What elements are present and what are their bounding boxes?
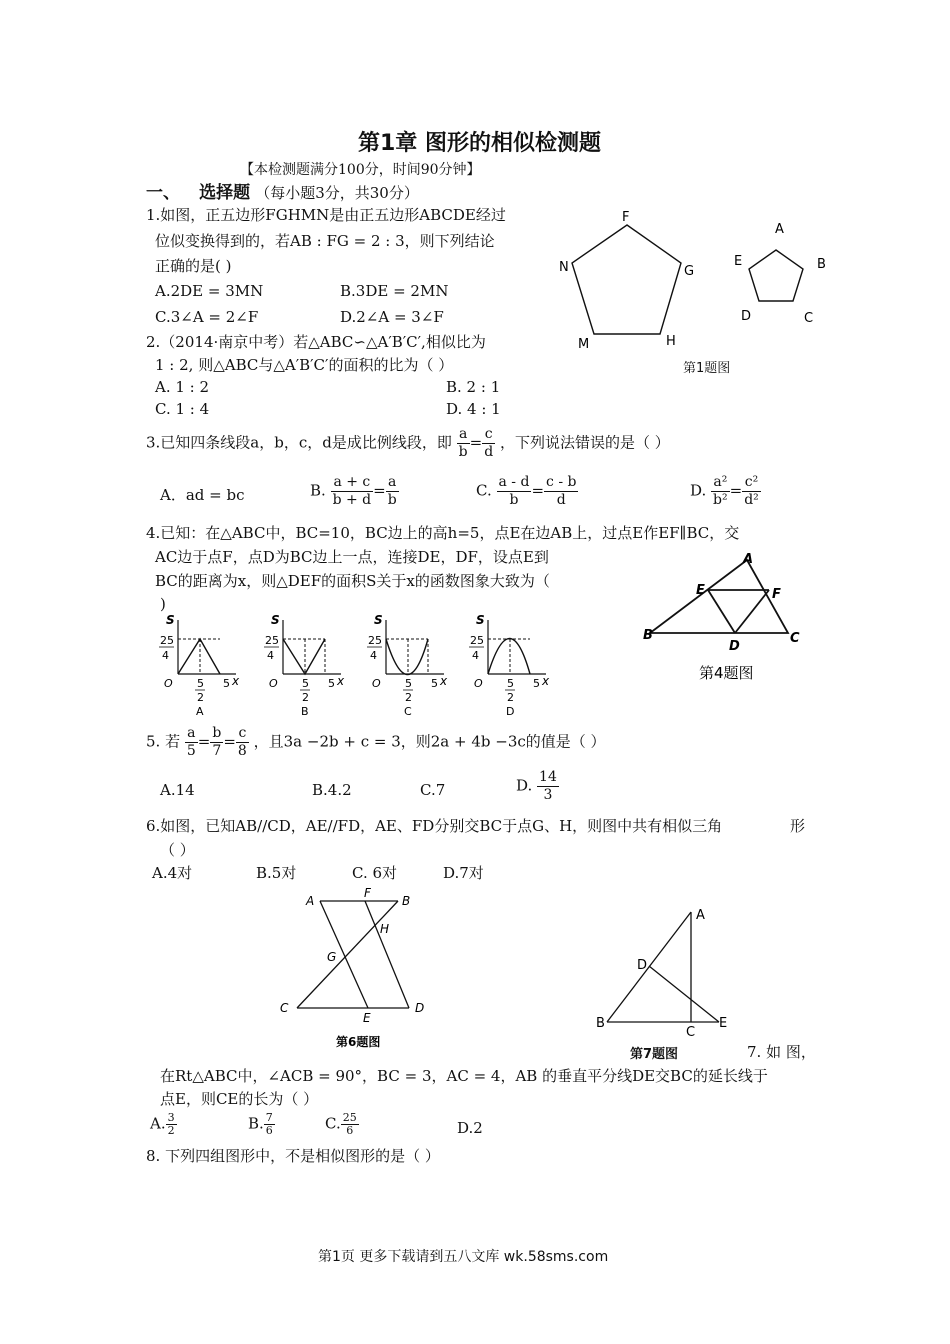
graph-label-s: S	[476, 613, 485, 627]
q3-option-c: C. $\frac{a - d}{b}$ = $\frac{c - b}{d}$	[476, 474, 577, 508]
graph-x-den: 2	[405, 691, 412, 704]
label-d: D	[637, 958, 648, 973]
section-note: （每小题3分，共30分）	[255, 184, 419, 202]
q3-stem: 3.已知四条线段a，b，c，d是成比例线段，即 $\frac{a}{b}$ = $\frac{c}{d}$ ，下列说法错误的是（ ）	[146, 426, 670, 460]
q6-figure	[272, 885, 442, 1055]
label-a: A	[775, 222, 784, 237]
q6-line1: 6.如图，已知AB//CD，AE//FD，AE、FD分别交BC于点G、H，则图中共有相似三角	[146, 817, 723, 835]
graph-x-num: 5	[302, 677, 309, 690]
graph-option-label: B	[301, 705, 309, 718]
graph-label-o: O	[164, 677, 173, 690]
graph-option-label: C	[404, 705, 412, 718]
q1-option-c: C.3∠A = 2∠F	[155, 308, 259, 326]
q3-option-a: A．ad = bc	[160, 486, 245, 504]
graph-x-den: 2	[302, 691, 309, 704]
graph-y-num: 25	[368, 634, 382, 647]
graph-y-den: 4	[472, 649, 479, 662]
q7-option-d: D.2	[457, 1119, 483, 1137]
label-d: D	[415, 1001, 425, 1015]
label-c: C	[280, 1001, 289, 1015]
label-f: F	[622, 210, 630, 225]
graph-label-x: x	[337, 674, 345, 688]
graph-x-num: 5	[197, 677, 204, 690]
triangle-abc	[650, 560, 788, 633]
q4-caption: 第4题图	[699, 664, 754, 682]
label-b: B	[596, 1016, 605, 1031]
label-b: B	[402, 894, 411, 908]
graph-y-num: 25	[265, 634, 279, 647]
q7-caption: 第7题图	[630, 1047, 679, 1062]
graph-x-num: 5	[507, 677, 514, 690]
q3-frac-cd: $\frac{c}{d}$	[484, 426, 494, 460]
q6-option-c: C. 6对	[352, 864, 398, 882]
q4-line4: )	[160, 595, 166, 613]
q1-option-b: B.3DE = 2MN	[340, 282, 449, 300]
pentagon-fghmn	[572, 225, 681, 334]
label-a: A	[696, 908, 705, 923]
graph-y-den: 4	[267, 649, 274, 662]
q3-option-b: B. $\frac{a + c}{b + d}$ = $\frac{a}{b}$	[310, 474, 397, 508]
section-header	[146, 178, 419, 204]
graph-option-label: A	[196, 705, 204, 718]
graph-curve	[386, 639, 428, 675]
graph-label-x: x	[542, 674, 550, 688]
q6-option-a: A.4对	[152, 864, 193, 882]
q4-line1: 4.已知：在△ABC中，BC=10，BC边上的高h=5，点E在边AB上，过点E作EF∥BC，交	[146, 524, 740, 542]
label-f: F	[772, 587, 781, 602]
q1-figure-pentagons	[550, 205, 850, 380]
graph-x-five: 5	[223, 677, 230, 690]
q7-line2: 点E，则CE的长为（ ）	[160, 1090, 319, 1108]
page-title: 第1章 图形的相似检测题	[358, 131, 601, 156]
label-e: E	[719, 1016, 728, 1031]
label-c: C	[804, 311, 814, 326]
q3-text-b: ，下列说法错误的是（ ）	[499, 433, 670, 452]
segment-ed	[708, 590, 735, 633]
graph-x-den: 2	[507, 691, 514, 704]
graph-label-s: S	[271, 613, 280, 627]
q4-figure	[640, 548, 810, 688]
label-h: H	[666, 334, 676, 349]
q7-option-a: A. $\frac{3}{2}$	[150, 1111, 175, 1137]
q4-graphs	[150, 612, 570, 722]
graph-label-x: x	[440, 674, 448, 688]
graph-x-den: 2	[197, 691, 204, 704]
q6-line1-end: 形	[790, 817, 806, 835]
graph-label-o: O	[474, 677, 483, 690]
label-e: E	[696, 583, 705, 598]
graph-label-s: S	[166, 613, 175, 627]
segment-fd	[735, 590, 769, 633]
graph-x-five: 5	[431, 677, 438, 690]
graph-y-num: 25	[160, 634, 174, 647]
graph-curve	[178, 639, 220, 674]
graph-label-o: O	[372, 677, 381, 690]
q1-line3: 正确的是( )	[155, 257, 232, 275]
graph-y-den: 4	[370, 649, 377, 662]
graph-label-o: O	[269, 677, 278, 690]
graph-y-den: 4	[162, 649, 169, 662]
q3-frac-ab: $\frac{a}{b}$	[458, 426, 468, 460]
q5-option-d: D. $\frac{14}{3}$	[516, 769, 557, 803]
q1-option-d: D.2∠A = 3∠F	[340, 308, 444, 326]
q1-option-a: A.2DE = 3MN	[155, 282, 264, 300]
q5-option-c: C.7	[420, 781, 446, 799]
q6-line2: （ ）	[160, 841, 195, 859]
q7-option-b: B. $\frac{7}{6}$	[248, 1111, 273, 1137]
graph-curve	[283, 639, 325, 674]
graph-x-five: 5	[328, 677, 335, 690]
label-h: H	[380, 922, 390, 936]
graph-x-five: 5	[533, 677, 540, 690]
q2-option-a: A. 1 : 2	[155, 378, 210, 396]
label-g: G	[684, 264, 695, 279]
q1-caption: 第1题图	[683, 361, 731, 376]
label-e: E	[734, 254, 743, 269]
graph-label-s: S	[374, 613, 383, 627]
q2-option-d: D. 4 : 1	[446, 400, 501, 418]
q2-option-c: C. 1 : 4	[155, 400, 210, 418]
label-n: N	[559, 260, 569, 275]
page-subtitle: 【本检测题满分100分，时间90分钟】	[240, 162, 481, 178]
q3-text-a: 3.已知四条线段a，b，c，d是成比例线段，即	[146, 433, 452, 452]
q7-line1: 在Rt△ABC中，∠ACB = 90°，BC = 3，AC = 4，AB 的垂直平分线DE交BC的延长线于	[160, 1067, 768, 1085]
q7-figure	[592, 905, 742, 1060]
page-footer: 第1页 更多下载请到五八文库 wk.58sms.com	[318, 1249, 609, 1265]
section-number: 一、	[146, 183, 180, 203]
label-g: G	[327, 950, 337, 964]
q7-label: 7. 如 图，	[747, 1043, 816, 1061]
label-c: C	[790, 631, 800, 646]
q4-line3: BC的距离为x，则△DEF的面积S关于x的函数图象大致为（	[155, 572, 550, 590]
graph-x-num: 5	[405, 677, 412, 690]
q2-option-b: B. 2 : 1	[446, 378, 501, 396]
q6-option-b: B.5对	[256, 864, 297, 882]
q1-line1: 1.如图，正五边形FGHMN是由正五边形ABCDE经过	[146, 206, 506, 224]
graph-y-num: 25	[470, 634, 484, 647]
section-title: 选择题	[199, 183, 251, 203]
label-f: F	[364, 886, 371, 900]
q5-stem: 5. 若 $\frac{a}{5}$ = $\frac{b}{7}$ = $\frac{c}{8}$ ，且3a −2b + c = 3，则2a + 4b −3c的值是（ ）	[146, 725, 606, 759]
q2-line1: 2.（2014·南京中考）若△ABC∽△A′B′C′,相似比为	[146, 333, 486, 351]
label-e: E	[363, 1011, 371, 1025]
q2-line2: 1 : 2, 则△ABC与△A′B′C′的面积的比为（ ）	[155, 356, 454, 374]
label-d: D	[741, 309, 752, 324]
q8-line1: 8. 下列四组图形中，不是相似图形的是（ ）	[146, 1147, 440, 1165]
q4-line2: AC边于点F，点D为BC边上一点，连接DE，DF，设点E到	[155, 548, 549, 566]
label-a: A	[306, 894, 315, 908]
q1-line2: 位似变换得到的，若AB : FG = 2 : 3，则下列结论	[155, 232, 495, 250]
q5-option-a: A.14	[160, 781, 195, 799]
pentagon-abcde	[749, 250, 803, 301]
label-d: D	[729, 639, 740, 654]
q6-caption: 第6题图	[336, 1035, 381, 1049]
graph-label-x: x	[232, 674, 240, 688]
label-a: A	[743, 552, 754, 567]
q3-option-d: D. $\frac{\text{a²}}{\text{b²}}$ = $\frac{\text{c²}}{\text{d²}}$	[690, 474, 759, 508]
label-m: M	[578, 337, 590, 352]
label-b: B	[643, 628, 653, 643]
q7-option-c: C. $\frac{25}{6}$	[325, 1111, 357, 1137]
label-c: C	[686, 1025, 696, 1040]
q6-option-d: D.7对	[443, 864, 484, 882]
graph-option-label: D	[506, 705, 515, 718]
label-b: B	[817, 257, 826, 272]
q5-option-b: B.4.2	[312, 781, 352, 799]
graph-curve	[488, 639, 530, 675]
